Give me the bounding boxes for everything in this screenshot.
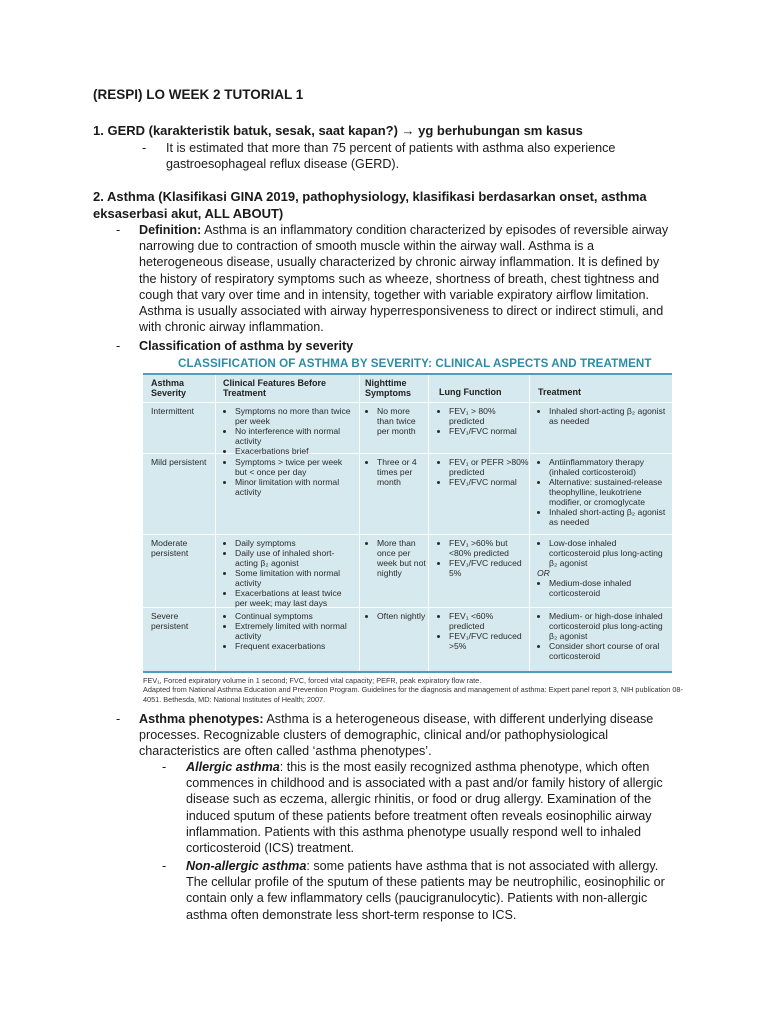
- treatment-cell: [537, 538, 667, 598]
- list-item: • Minor limitation with normal activity: [235, 477, 355, 497]
- list-item: • Three or 4 times per month: [377, 457, 427, 487]
- section-heading-gerd: 1. GERD (karakteristik batuk, sesak, saat kapan?) → yg berhubungan sm kasus: [93, 123, 583, 138]
- clinical-cell: [223, 406, 355, 456]
- nighttime-cell: [365, 406, 427, 436]
- list-item: • Symptoms no more than twice per week: [235, 406, 355, 426]
- severity-table: [143, 373, 672, 673]
- header-treatment: Treatment: [538, 387, 582, 397]
- list-item: • Exacerbations at least twice per week; may last days: [235, 588, 355, 608]
- bullet-dash: -: [142, 141, 147, 155]
- list-item: • Medium-dose inhaled corticosteroid: [549, 578, 667, 598]
- list-item: • FEV₁ > 80% predicted: [449, 406, 529, 426]
- list-item: • Low-dose inhaled corticosteroid plus long-acting β₂ agonist: [549, 538, 667, 568]
- nonallergic-label: Non-allergic asthma: [186, 859, 307, 873]
- list-item: • Daily use of inhaled short-acting β₂ agonist: [235, 548, 355, 568]
- nighttime-cell: [365, 538, 427, 578]
- table-row: [143, 535, 672, 608]
- bullet-dash: -: [116, 223, 121, 237]
- phenotypes-label: Asthma phenotypes:: [139, 712, 264, 726]
- bullet-dash: -: [116, 339, 121, 353]
- footnote-source: Adapted from National Asthma Education and Prevention Program. Guidelines for the diagnosis and management of asthma: Expert panel report 3, NIH publication 08-4051. Bethesda, MD: National Institutes of Health; 2007.: [143, 685, 683, 704]
- table-row: [143, 403, 672, 454]
- list-item: • FEV₁/FVC normal: [449, 426, 529, 436]
- header-nighttime: Nighttime Symptoms: [365, 378, 412, 398]
- nighttime-cell: [365, 611, 427, 621]
- or-separator: OR: [537, 568, 550, 578]
- gerd-bullet: [142, 140, 636, 172]
- list-item: • FEV₁ <60% predicted: [449, 611, 529, 631]
- list-item: • Inhaled short-acting β₂ agonist as needed: [549, 507, 667, 527]
- lung-cell: [437, 538, 529, 578]
- definition-text: Asthma is an inflammatory condition characterized by episodes of reversible airway narrowing due to contraction of smooth muscle within the airway wall. Asthma is a heterogeneous disease, usually characterized by chronic airway inflammation. It is defined by the history of respiratory symptoms such as wheeze, shortness of breath, chest tightness and cough that vary over time and in intensity, together with variable expiratory airflow limitation. Asthma is usually associated with airway hyperresponsiveness to direct or indirect stimuli, and with chronic airway inflammation.: [139, 223, 669, 335]
- bullet-dash: -: [116, 712, 121, 726]
- list-item: • Consider short course of oral corticosteroid: [549, 641, 667, 661]
- list-item: • FEV₁ >60% but <80% predicted: [449, 538, 529, 558]
- list-item: • FEV₁ or PEFR >80% predicted: [449, 457, 529, 477]
- list-item: • Inhaled short-acting β₂ agonist as needed: [549, 406, 667, 426]
- definition-bullet: [116, 222, 675, 335]
- table-header-row: [143, 375, 672, 403]
- header-lung-function: Lung Function: [439, 387, 502, 397]
- list-item: • FEV₁/FVC reduced >5%: [449, 631, 529, 651]
- list-item: • Antiinflammatory therapy (inhaled corticosteroid): [549, 457, 667, 477]
- lung-cell: [437, 457, 529, 487]
- nonallergic-asthma-bullet: [162, 858, 678, 923]
- allergic-label: Allergic asthma: [186, 760, 280, 774]
- section-heading-asthma: 2. Asthma (Klasifikasi GINA 2019, pathophysiology, klasifikasi berdasarkan onset, asthma eksaserbasi akut, ALL ABOUT): [93, 189, 647, 221]
- document-title: (RESPI) LO WEEK 2 TUTORIAL 1: [93, 87, 304, 102]
- definition-label: Definition:: [139, 223, 202, 237]
- severity-table-figure: [143, 357, 672, 661]
- bullet-dash: -: [162, 859, 167, 873]
- list-item: • Daily symptoms: [235, 538, 355, 548]
- table-footnote: [143, 676, 683, 704]
- gerd-bullet-text: It is estimated that more than 75 percent of patients with asthma also experience gastroesophageal reflux disease (GERD).: [166, 141, 616, 172]
- severity-cell: Mild persistent: [151, 457, 207, 467]
- clinical-cell: [223, 611, 355, 651]
- allergic-asthma-bullet: [162, 759, 678, 856]
- list-item: • No more than twice per month: [377, 406, 427, 436]
- lung-cell: [437, 406, 529, 436]
- allergic-text: : this is the most easily recognized asthma phenotype, which often commences in childhood and is associated with a past and/or family history of allergic disease such as eczema, allergic rhinitis, or food or drug allergy. Examination of the induced sputum of these patients before treatment often reveals eosinophilic airway inflammation. Patients with this asthma phenotype usually respond well to inhaled corticosteroid (ICS) treatment.: [186, 760, 663, 856]
- severity-cell: Severe persistent: [151, 611, 189, 631]
- list-item: • Some limitation with normal activity: [235, 568, 355, 588]
- table-row: [143, 608, 672, 670]
- list-item: • Extremely limited with normal activity: [235, 621, 355, 641]
- lung-cell: [437, 611, 529, 651]
- treatment-cell: [537, 406, 667, 426]
- clinical-cell: [223, 538, 355, 608]
- list-item: • No interference with normal activity: [235, 426, 355, 446]
- phenotypes-bullet: [116, 711, 675, 760]
- severity-cell: Intermittent: [151, 406, 194, 416]
- severity-cell: Moderate persistent: [151, 538, 189, 558]
- treatment-cell: [537, 611, 667, 661]
- list-item: • FEV₁/FVC reduced 5%: [449, 558, 529, 578]
- list-item: • Often nightly: [377, 611, 427, 621]
- classification-bullet: [116, 338, 675, 354]
- table-row: [143, 454, 672, 535]
- header-clinical: Clinical Features Before Treatment: [223, 378, 327, 398]
- classification-label: Classification of asthma by severity: [139, 339, 354, 353]
- footnote-abbreviations: FEV₁, Forced expiratory volume in 1 second; FVC, forced vital capacity; PEFR, peak expiratory flow rate.: [143, 676, 482, 685]
- phenotypes-text: Asthma is a heterogeneous disease, with different underlying disease processes. Recognizable clusters of demographic, clinical and/or pathophysiological characteristics are often called ‘asthma phenotypes’.: [139, 712, 654, 759]
- treatment-cell: [537, 457, 667, 527]
- table-caption: CLASSIFICATION OF ASTHMA BY SEVERITY: CLINICAL ASPECTS AND TREATMENT: [178, 357, 652, 370]
- list-item: • Symptoms > twice per week but < once per day: [235, 457, 355, 477]
- list-item: • Exacerbations brief: [235, 446, 355, 456]
- list-item: • Alternative: sustained-release theophylline, leukotriene modifier, or cromoglycate: [549, 477, 667, 507]
- list-item: • FEV₁/FVC normal: [449, 477, 529, 487]
- list-item: • Continual symptoms: [235, 611, 355, 621]
- bullet-dash: -: [162, 760, 167, 774]
- list-item: • Frequent exacerbations: [235, 641, 355, 651]
- nighttime-cell: [365, 457, 427, 487]
- list-item: • Medium- or high-dose inhaled corticosteroid plus long-acting β₂ agonist: [549, 611, 667, 641]
- header-severity: Asthma Severity: [151, 378, 187, 398]
- nonallergic-text: : some patients have asthma that is not associated with allergy. The cellular profile of the sputum of these patients may be neutrophilic, eosinophilic or contain only a few inflammatory cells (paucigranulocytic). Patients with non-allergic asthma often demonstrate less short-term response to ICS.: [186, 859, 665, 922]
- clinical-cell: [223, 457, 355, 497]
- list-item: • More than once per week but not nightly: [377, 538, 427, 578]
